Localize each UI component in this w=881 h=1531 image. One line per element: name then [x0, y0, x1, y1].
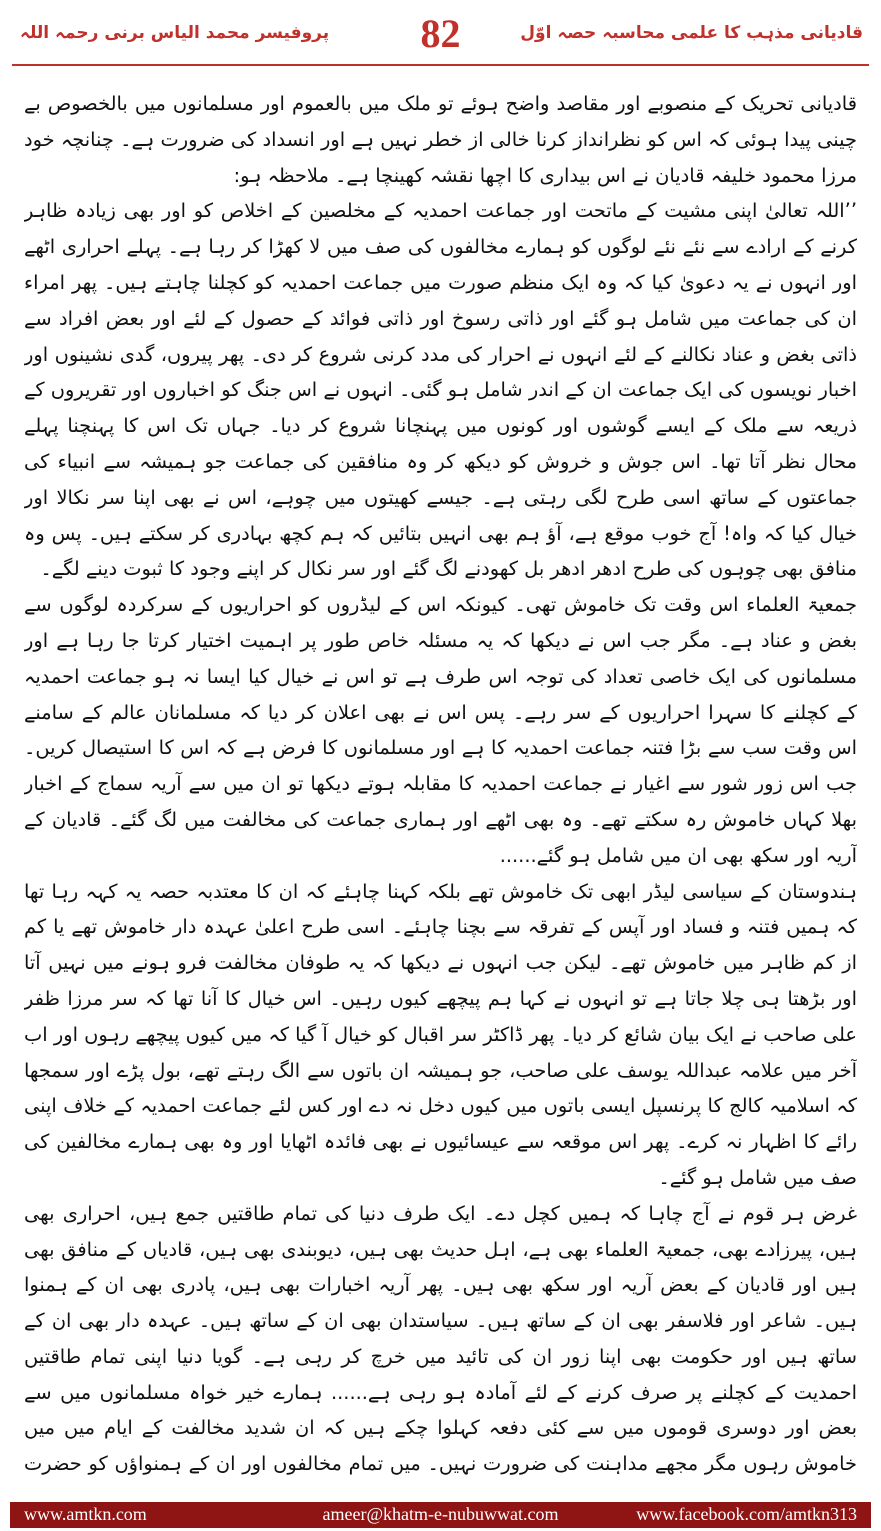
paragraph-jamiat: جمعیۃ العلماء اس وقت تک خاموش تھی۔ کیونکہ اس کے لیڈروں کو احراریوں کے سرکردہ لوگوں سے بغض و عناد ہے۔ مگر جب اس نے دیکھا کہ یہ مسئلہ خاص طور پر اہمیت اختیار کرتا جا رہا ہے اور مسلمانوں کی ایک خاصی تعداد کی توجہ اس طرف ہے تو اس نے خیال کیا ایسا نہ ہو جماعت احمدیہ کے کچلنے کا سہرا احراریوں کے سر رہے۔ پس اس نے بھی اعلان کر دیا کہ مسلمانان عالم کے سامنے اس وقت سب سے بڑا فتنہ جماعت احمدیہ کا ہے اور مسلمانوں کا فرض ہے کہ اس کا استیصال کریں۔ جب اس زور شور سے اغیار نے جماعت احمدیہ کا مقابلہ ہوتے دیکھا تو ان میں سے آریہ سماج کے اخبار بھلا کہاں خاموش رہ سکتے تھے۔ وہ بھی اٹھے اور ہماری جماعت کی مخالفت میں لگ گئے۔ قادیان کے آریہ اور سکھ بھی ان میں شامل ہو گئے...... — [24, 593, 857, 867]
footer-email-link[interactable]: ameer@khatm-e-nubuwwat.com — [322, 1504, 559, 1524]
book-title: قادیانی مذہب کا علمی محاسبہ حصہ اوّل — [520, 23, 863, 43]
paragraph-intro: قادیانی تحریک کے منصوبے اور مقاصد واضح ہوئے تو ملک میں بالعموم اور مسلمانوں میں بالخصوص بے چینی پیدا ہوئی کہ اس کو نظرانداز کرنا خالی از خطر نہیں ہے اور انسداد کی ضرورت ہے۔ چنانچہ خود مرزا محمود خلیفہ قادیان نے اس بیداری کا اچھا نقشہ کھینچا ہے۔ ملاحظہ ہو: — [24, 92, 857, 187]
paragraph-quote-start: ’’اللہ تعالیٰ اپنی مشیت کے ماتحت اور جماعت احمدیہ کے مخلصین کے اخلاص کو اور بھی زیادہ ظاہر کرنے کے ارادے سے نئے نئے لوگوں کو ہمارے مخالفوں کی صف میں لا کھڑا کر رہا ہے۔ پہلے احراری اٹھے اور انہوں نے یہ دعویٰ کیا کہ وہ ایک منظم صورت میں جماعت احمدیہ کو کچلنا چاہتے ہیں۔ پھر امراء ان کی جماعت میں شامل ہو گئے اور ذاتی رسوخ اور ذاتی فوائد کے حصول کے لئے اور بعض افراد سے ذاتی بغض و عناد نکالنے کے لئے انہوں نے احرار کی مدد کرنی شروع کر دی۔ پھر پیروں، گدی نشینوں اور اخبار نویسوں کی ایک جماعت ان کے اندر شامل ہو گئی۔ انہوں نے اس جنگ کو اخباروں اور تقریروں کے ذریعہ سے ملک کے ایسے گوشوں اور کونوں میں پہنچانا شروع کر دیا۔ جہاں تک اس کا پہنچنا پہلے محال نظر آتا تھا۔ اس جوش و خروش کو دیکھ کر وہ منافقین کی جماعت جو ہمیشہ سے انبیاء کی جماعتوں کے ساتھ اسی طرح لگی رہتی ہے۔ جیسے کھیتوں میں چوہے، اس نے بھی اپنا سر نکالا اور خیال کیا کہ واہ! آج خوب موقع ہے، آؤ ہم بھی انہیں بتائیں کہ ہم کچھ بہادری کر سکتے ہیں۔ پس وہ منافق بھی چوہوں کی طرح ادھر ادھر بل کھودنے لگ گئے اور سر نکال کر اپنے وجود کا ثبوت دینے لگے۔ — [24, 199, 857, 581]
page-footer — [10, 1502, 871, 1528]
page-body — [24, 86, 857, 1481]
footer-website-link[interactable]: www.amtkn.com — [24, 1504, 147, 1524]
header-divider — [12, 64, 869, 66]
page-header — [0, 0, 881, 72]
footer-facebook-link[interactable]: www.facebook.com/amtkn313 — [636, 1504, 857, 1524]
author-name: پروفیسر محمد الیاس برنی رحمہ اللہ — [20, 23, 330, 43]
paragraph-opponents: غرض ہر قوم نے آج چاہا کہ ہمیں کچل دے۔ ایک طرف دنیا کی تمام طاقتیں جمع ہیں، احراری بھی ہیں، پیرزادے بھی، جمعیۃ العلماء بھی ہے، اہل حدیث بھی ہیں، دیوبندی بھی ہیں، قادیاں کے منافق بھی ہیں اور قادیان کے بعض آریہ اور سکھ بھی ہیں۔ پھر آریہ اخبارات بھی ہیں، پادری بھی ان کے ہمنوا ہیں۔ شاعر اور فلاسفر بھی ان کے ساتھ ہیں۔ سیاستدان بھی ان کے ساتھ ہیں۔ عہدہ دار بھی ان کے ساتھ ہیں اور حکومت بھی اپنا زور ان کی تائید میں خرچ کر رہی ہے۔ گویا دنیا اپنی تمام طاقتیں احمدیت کے کچلنے پر صرف کرنے کے لئے آمادہ ہو رہی ہے...... ہمارے خیر خواہ مسلمانوں میں سے بعض اور دوسری قوموں میں سے کئی دفعہ کہلوا چکے ہیں کہ ان شدید مخالفت کے ایام میں میں خاموش رہوں مگر مجھے مداہنت کی ضرورت نہیں۔ میں تمام مخالفوں اور ان کے ہمنواؤں کو حضرت — [24, 1201, 857, 1476]
paragraph-leaders: ہندوستان کے سیاسی لیڈر ابھی تک خاموش تھے بلکہ کہنا چاہئے کہ ان کا معتدبہ حصہ یہ کہہ رہا تھا کہ ہمیں فتنہ و فساد اور آپس کے تفرقہ سے بچنا چاہئے۔ اسی طرح اعلیٰ عہدہ دار خاموش تھے یا کم از کم ظاہر میں خاموش تھے۔ لیکن جب انہوں نے دیکھا کہ یہ طوفان مخالفت فرو ہونے میں نہیں آتا اور بڑھتا ہی چلا جاتا ہے تو انہوں نے کہا ہم پیچھے کیوں رہیں۔ اس خیال کا آنا تھا کہ سر مرزا ظفر علی صاحب نے ایک بیان شائع کر دیا۔ پھر ڈاکٹر سر اقبال کو خیال آ گیا کہ میں کیوں پیچھے رہوں اور اب آخر میں علامہ عبداللہ یوسف علی صاحب، جو ہمیشہ ان باتوں سے الگ رہتے تھے، بول پڑے اور سمجھا کہ اسلامیہ کالج کا پرنسپل ایسی باتوں میں کیوں دخل نہ دے اور کس لئے جماعت احمدیہ کے خلاف اپنی رائے کا اظہار نہ کرے۔ پھر اس موقعہ سے عیسائیوں نے بھی فائدہ اٹھایا اور وہ بھی ہمارے مخالفین کی صف میں شامل ہو گئے۔ — [24, 879, 857, 1189]
page-number: 82 — [420, 11, 461, 56]
